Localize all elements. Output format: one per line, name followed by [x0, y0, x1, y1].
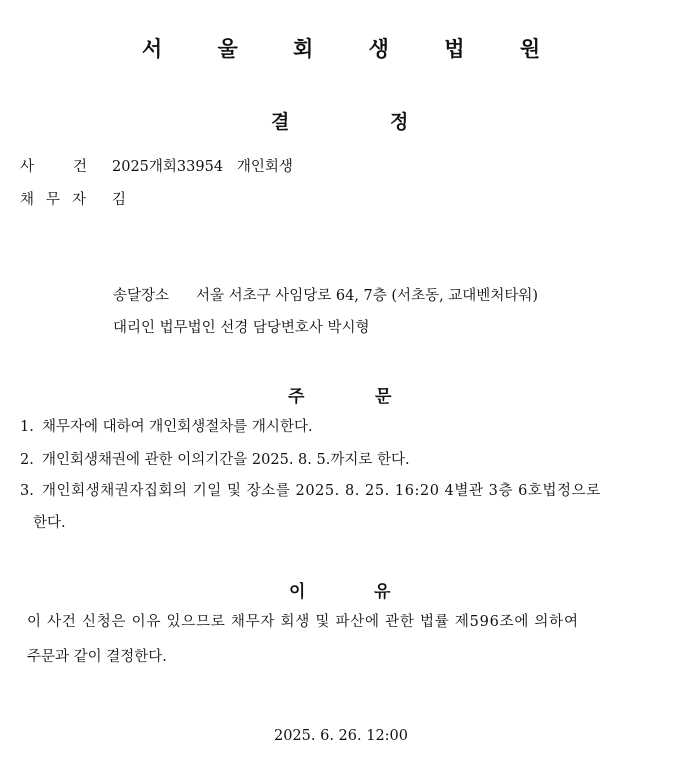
- agent-row: [113, 318, 370, 338]
- reason-line-2: 주문과 같이 결정한다.: [27, 649, 167, 665]
- order-item: 2. 개인회생채권에 관한 이의기간을 2025. 8. 5.까지로 한다.: [20, 452, 410, 468]
- debtor-row: [20, 190, 126, 210]
- title-char-1: 결: [271, 111, 290, 133]
- service-address-row: [113, 286, 538, 306]
- reason-line-1: 이 사건 신청은 이유 있으므로 채무자 회생 및 파산에 관한 법률 제596조에 의하여: [27, 614, 579, 630]
- order-item: 1. 채무자에 대하여 개인회생절차를 개시한다.: [20, 419, 313, 435]
- decision-date: 2025. 6. 26. 12:00: [273, 728, 409, 744]
- debtor-name: 김: [112, 192, 127, 208]
- title-char-2: 정: [390, 111, 409, 133]
- case-label: 사 건: [20, 159, 88, 175]
- service-address-label: 송달장소: [113, 288, 170, 304]
- order-item: 3. 개인회생채권자집회의 기일 및 장소를 2025. 8. 25. 16:20 4별관 3층 6호법정으로: [20, 483, 601, 499]
- case-number: 2025개회33954: [112, 159, 224, 175]
- agent-value: 법무법인 선경 담당변호사 박시형: [159, 320, 370, 336]
- agent-label: 대리인: [113, 320, 156, 336]
- case-type: 개인회생: [236, 159, 293, 175]
- debtor-label: 채 무 자: [20, 192, 87, 208]
- service-address: 서울 서초구 사임당로 64, 7층 (서초동, 교대벤처타워): [196, 288, 538, 304]
- case-row: [20, 157, 293, 177]
- court-name: 서 울 회 생 법 원: [141, 37, 565, 61]
- order-item-continuation: 한다.: [33, 515, 66, 531]
